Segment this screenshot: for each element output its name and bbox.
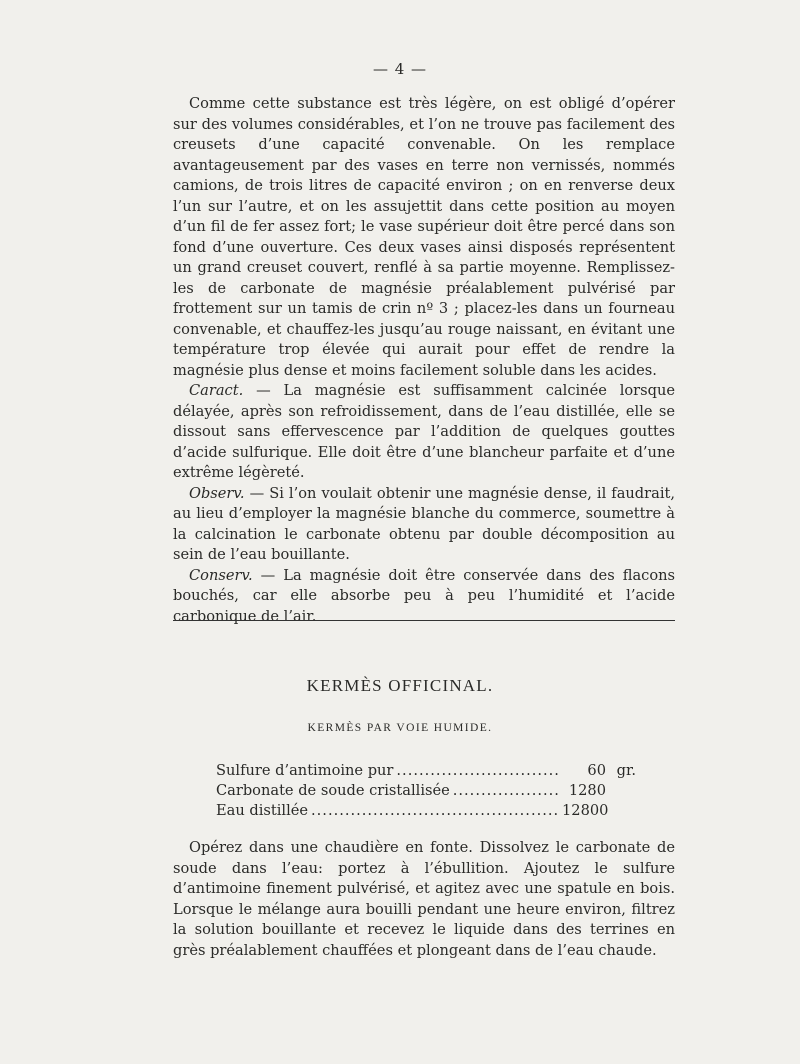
ingredient-name: Sulfure d’antimoine pur (216, 762, 394, 779)
recipe-row (216, 782, 636, 802)
ingredient-name: Carbonate de soude cristallisée (216, 782, 450, 799)
recipe-table (216, 762, 636, 822)
section-divider (173, 620, 675, 621)
dot-leader (453, 782, 559, 799)
page-number: — 4 — (372, 60, 428, 78)
recipe-row (216, 802, 636, 822)
caract-lead: Caract. (189, 382, 244, 399)
body-paragraph: Comme cette substance est très légère, on est obligé d’opérer sur des volumes considérables, et l’on ne trouve pas facilement des creusets d’une capacité convenable. On les remplace avantageusement par des vases en terre non vernissés, nommés camions, de trois litres de capacité environ ; on en renverse deux l’un sur l’autre, et on les assujettit dans cette position au moyen d’un fil de fer assez fort; le vase supérieur doit être percé dans son fond d’une ouverture. Ces deux vases ainsi disposés représentent un grand creuset couvert, renflé à sa partie moyenne. Remplissez-les de carbonate de magnésie préalablement pulvérisé par frottement sur un tamis de crin nº 3 ; placez-les dans un fourneau convenable, et chauffez-les jusqu’au rouge naissant, en évitant une température trop élevée qui aurait pour effet de rendre la magnésie plus dense et moins facilement soluble dans les acides. (173, 95, 675, 379)
ingredient-qty: 60 (587, 762, 606, 779)
dot-leader (311, 802, 559, 819)
magnesia-text-block (173, 94, 675, 627)
ingredient-qty: 1280 (568, 782, 606, 799)
ingredient-qty: 12800 (562, 802, 609, 819)
ingredient-unit: gr. (616, 762, 636, 779)
dot-leader (396, 762, 559, 779)
conserv-lead: Conserv. (189, 566, 253, 584)
section-title: KERMÈS OFFICINAL. (306, 676, 494, 695)
characteristics-paragraph: Caract. — La magnésie est suffisamment calcinée lorsque délayée, après son refroidissement, dans de l’eau distillée, elle se dissout sans effervescence par l’addition de quelques gouttes d’acide sulfurique. Elle doit être d’une blancheur parfaite et d’une extrême légèreté. (173, 382, 675, 481)
observation-paragraph: Observ. — Si l’on voulait obtenir une magnésie dense, il faudrait, au lieu d’employer la magnésie blanche du commerce, soumettre à la calcination le carbonate obtenu par double décomposition au sein de l’eau bouillante. (173, 484, 675, 563)
observ-lead: Observ. (189, 484, 245, 502)
conservation-paragraph: Conserv. — La magnésie doit être conservée dans des flacons bouchés, car elle absorbe peu à peu l’humidité et l’acide carbonique de l’air. (173, 566, 675, 625)
kermes-instructions (173, 838, 675, 961)
instructions-paragraph: Opérez dans une chaudière en fonte. Dissolvez le carbonate de soude dans l’eau: portez à l’ébullition. Ajoutez le sulfure d’antimoine finement pulvérisé, et agitez avec une spatule en bois. Lorsque le mélange aura bouilli pendant une heure environ, filtrez la solution bouillante et recevez le liquide dans des terrines en grès préalablement chauffées et plongeant dans de l’eau chaude. (173, 839, 675, 959)
section-subtitle: KERMÈS PAR VOIE HUMIDE. (307, 722, 493, 734)
ingredient-name: Eau distillée (216, 802, 309, 819)
recipe-row (216, 762, 636, 782)
